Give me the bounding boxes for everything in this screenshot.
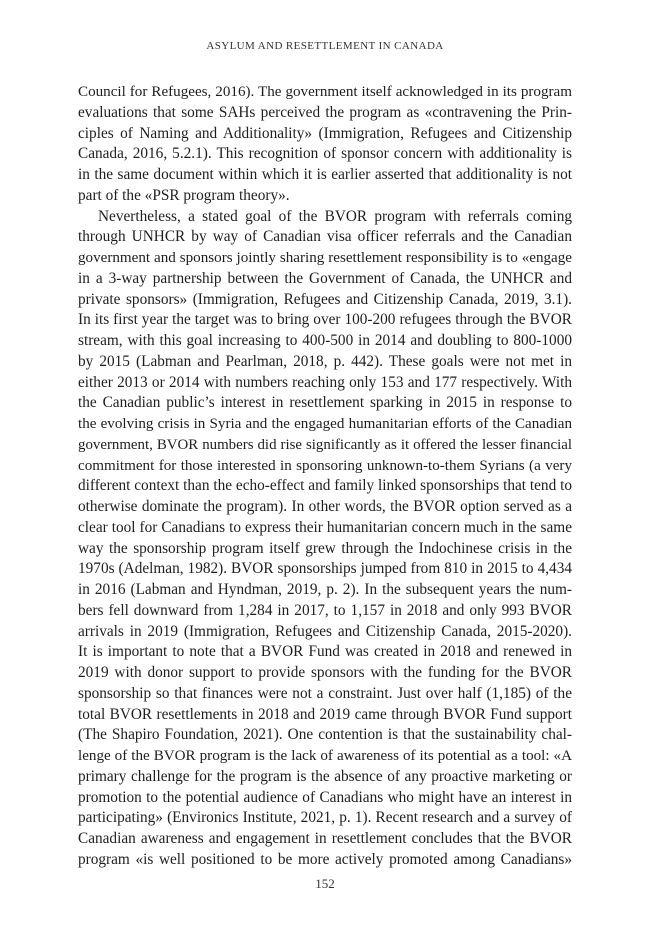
text-line: program «is well positioned to be more actively promoted among Canadians» bbox=[78, 850, 572, 868]
text-line: clear tool for Canadians to express their humanitarian concern much in the same bbox=[78, 518, 572, 536]
text-line: promotion to the potential audience of Canadians who might have an interest in bbox=[78, 788, 572, 806]
text-line: through UNHCR by way of Canadian visa officer referrals and the Canadian bbox=[78, 228, 572, 246]
page-number: 152 bbox=[315, 876, 335, 891]
text-line: otherwise dominate the program). In other words, the BVOR option served as a bbox=[78, 498, 572, 515]
text-line: evaluations that some SAHs perceived the program as «contravening the Prin- bbox=[78, 103, 572, 121]
running-header: ASYLUM AND RESETTLEMENT IN CANADA bbox=[206, 40, 444, 52]
text-line: arrivals in 2019 (Immigration, Refugees and Citizenship Canada, 2015-2020). bbox=[78, 622, 572, 640]
text-line: total BVOR resettlements in 2018 and 2019 came through BVOR Fund support bbox=[78, 705, 572, 723]
text-line: in the same document within which it is earlier asserted that additionality is not bbox=[78, 166, 572, 183]
text-line: Canadian awareness and engagement in resettlement concludes that the BVOR bbox=[78, 830, 572, 847]
text-line: private sponsors» (Immigration, Refugees and Citizenship Canada, 2019, 3.1). bbox=[78, 290, 572, 308]
text-line: commitment for those interested in sponsoring unknown-to-them Syrians (a very bbox=[78, 457, 572, 474]
text-line: participating» (Environics Institute, 2021, p. 1). Recent research and a survey of bbox=[78, 809, 572, 827]
text-line: In its first year the target was to bring over 100-200 refugees through the BVOR bbox=[78, 311, 572, 329]
text-line: ciples of Naming and Additionality» (Immigration, Refugees and Citizenship bbox=[78, 124, 572, 142]
body-text bbox=[78, 82, 572, 871]
text-line: the evolving crisis in Syria and the engaged humanitarian efforts of the Canadian bbox=[78, 416, 572, 432]
text-line: in 2016 (Labman and Hyndman, 2019, p. 2). In the subsequent years the num- bbox=[78, 581, 572, 598]
text-line: (The Shapiro Foundation, 2021). One contention is that the sustainability chal- bbox=[78, 726, 572, 744]
text-line: 1970s (Adelman, 1982). BVOR sponsorships jumped from 810 in 2015 to 4,434 bbox=[78, 560, 572, 578]
text-line: primary challenge for the program is the absence of any proactive marketing or bbox=[78, 767, 572, 785]
text-line: the Canadian public’s interest in resettlement sparking in 2015 in response to bbox=[78, 394, 572, 412]
text-line: It is important to note that a BVOR Fund was created in 2018 and renewed in bbox=[78, 643, 572, 661]
text-line: lenge of the BVOR program is the lack of awareness of its potential as a tool: «A bbox=[78, 748, 572, 764]
text-line: Council for Refugees, 2016). The government itself acknowledged in its program bbox=[78, 84, 572, 100]
text-line: way the sponsorship program itself grew through the Indochinese crisis in the bbox=[78, 539, 572, 557]
text-line: either 2013 or 2014 with numbers reaching only 153 and 177 respectively. With bbox=[78, 373, 572, 391]
text-line: part of the «PSR program theory». bbox=[78, 186, 290, 204]
text-line: Nevertheless, a stated goal of the BVOR program with referrals coming bbox=[98, 207, 572, 225]
text-line: stream, with this goal increasing to 400-500 in 2014 and doubling to 800-1000 bbox=[78, 332, 572, 349]
text-line: sponsorship so that finances were not a constraint. Just over half (1,185) of the bbox=[78, 684, 572, 702]
text-line: bers fell downward from 1,284 in 2017, to 1,157 in 2018 and only 993 BVOR bbox=[78, 601, 572, 619]
text-line: in a 3-way partnership between the Government of Canada, the UNHCR and bbox=[78, 269, 572, 287]
text-line: by 2015 (Labman and Pearlman, 2018, p. 442). These goals were not met in bbox=[78, 352, 572, 370]
text-line: 2019 with donor support to provide sponsors with the funding for the BVOR bbox=[78, 664, 572, 681]
text-line: different context than the echo-effect and family linked sponsorships that tend to bbox=[78, 477, 572, 495]
text-line: government and sponsors jointly sharing resettlement responsibility is to «engage bbox=[78, 250, 572, 266]
text-line: government, BVOR numbers did rise significantly as it offered the lesser financial bbox=[78, 436, 572, 453]
text-line: Canada, 2016, 5.2.1). This recognition of sponsor concern with additionality is bbox=[78, 145, 572, 163]
